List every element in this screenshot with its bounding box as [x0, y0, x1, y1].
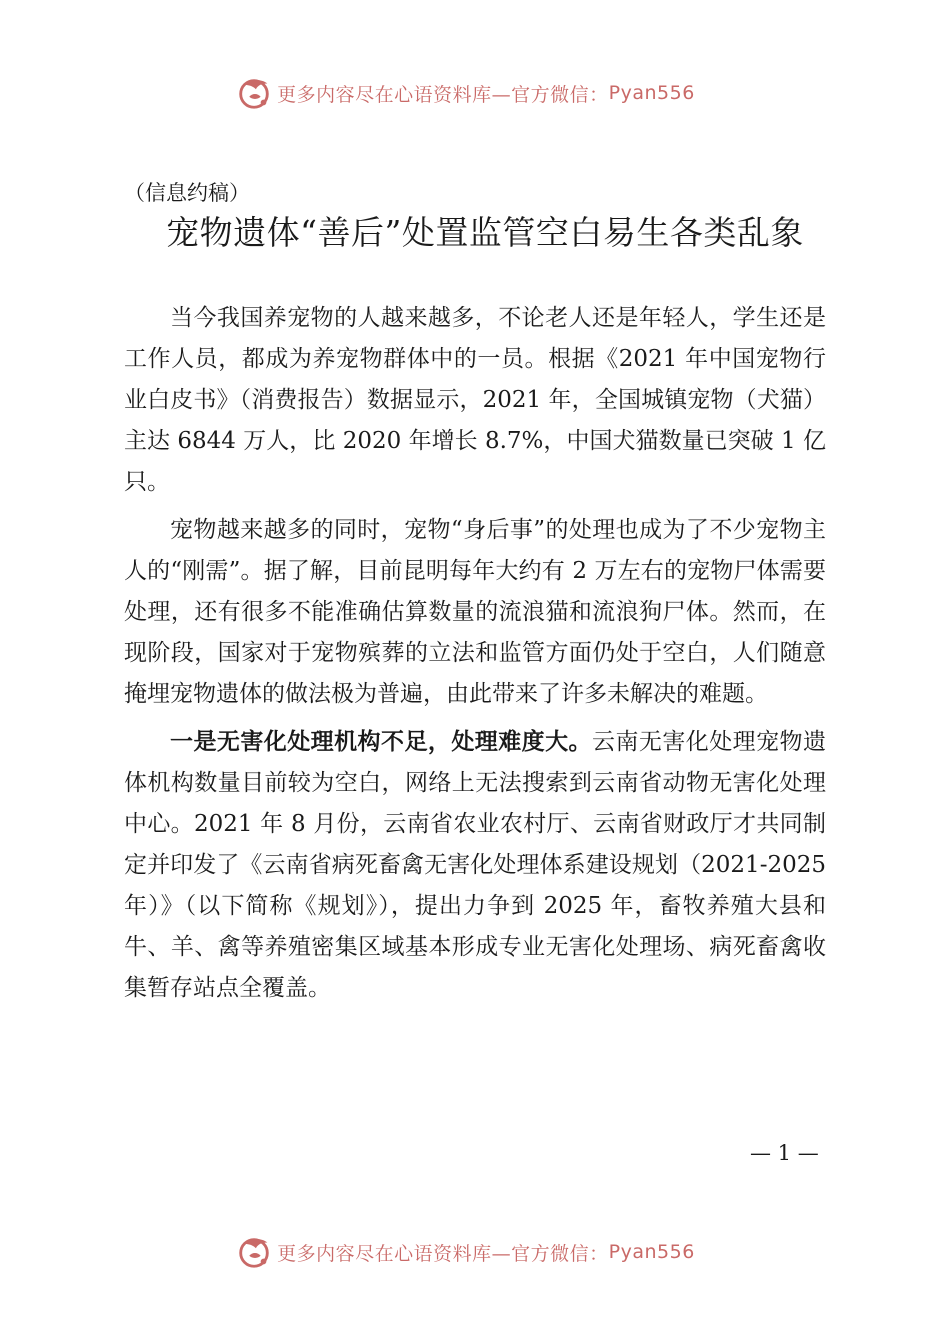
watermark-wechat-id: Pyan556: [608, 82, 695, 104]
paragraph-text: 当今我国养宠物的人越来越多，不论老人还是年轻人，学生还是工作人员，都成为养宠物群体中的一员。根据《2021 年中国宠物行业白皮书》（消费报告）数据显示，2021 年，全国城镇宠物（犬猫）主达 6844 万人，比 2020 年增长 8.7%，中国犬猫数量已突破 1 亿只。: [124, 305, 826, 495]
watermark-wechat-id: Pyan556: [608, 1241, 695, 1263]
watermark-footer: [0, 1232, 950, 1272]
document-title: 宠物遗体“善后”处置监管空白易生各类乱象: [166, 213, 804, 252]
document-label: （信息约稿）: [124, 181, 250, 205]
paragraph: [124, 510, 826, 715]
paragraph-lead-heading: 一是无害化处理机构不足，处理难度大。: [170, 729, 592, 755]
watermark-header: [0, 73, 950, 113]
document-body: [124, 298, 826, 1016]
watermark-text: 更多内容尽在心语资料库—官方微信：: [277, 1242, 609, 1265]
paragraph-text: 云南无害化处理宠物遗体机构数量目前较为空白，网络上无法搜索到云南省动物无害化处理中心。2021 年 8 月份，云南省农业农村厅、云南省财政厅才共同制定并印发了《云南省病死畜禽无害化处理体系建设规划（2021-2025 年）》（以下简称《规划》），提出力争到 2025 年，畜牧养殖大县和牛、羊、禽等养殖密集区域基本形成专业无害化处理场、病死畜禽收集暂存站点全覆盖。: [124, 729, 827, 1001]
paragraph-text: 宠物越来越多的同时，宠物“身后事”的处理也成为了不少宠物主人的“刚需”。据了解，目前昆明每年大约有 2 万左右的宠物尸体需要处理，还有很多不能准确估算数量的流浪猫和流浪狗尸体。然而，在现阶段，国家对于宠物殡葬的立法和监管方面仍处于空白，人们随意掩埋宠物遗体的做法极为普遍，由此带来了许多未解决的难题。: [124, 517, 826, 707]
paragraph: [124, 298, 826, 503]
bird-logo-icon: [235, 1233, 273, 1271]
watermark-text: 更多内容尽在心语资料库—官方微信：: [277, 83, 609, 106]
bird-logo-icon: [235, 74, 273, 112]
paragraph: [124, 722, 826, 1009]
page-number: — 1 —: [750, 1141, 819, 1165]
